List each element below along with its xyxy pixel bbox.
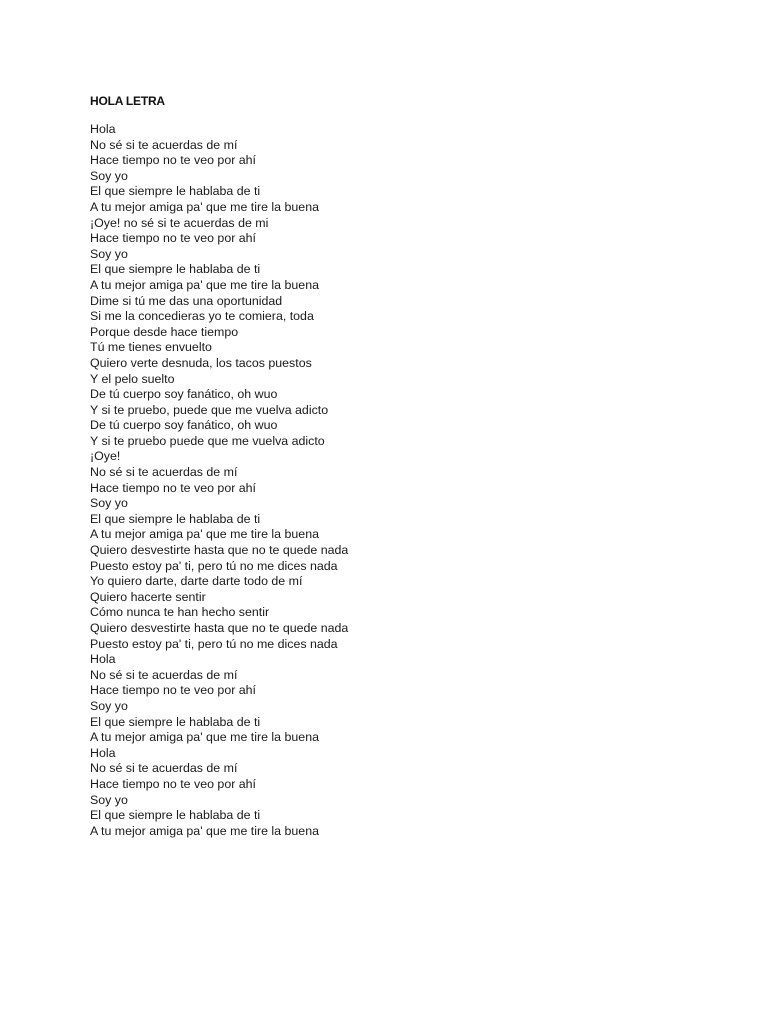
lyric-line: No sé si te acuerdas de mí: [90, 465, 238, 480]
lyric-line: Tú me tienes envuelto: [90, 340, 212, 355]
lyric-line: Y el pelo suelto: [90, 371, 175, 386]
lyric-line: Soy yo: [90, 246, 128, 261]
lyric-line: No sé si te acuerdas de mí: [90, 137, 238, 152]
lyric-line: Hola: [90, 652, 116, 667]
lyric-line: Quiero desvestirte hasta que no te quede nada: [90, 621, 349, 635]
lyric-line: Puesto estoy pa' ti, pero tú no me dices nada: [90, 636, 338, 651]
lyric-line: Hola: [90, 745, 116, 760]
lyric-line: El que siempre le hablaba de ti: [90, 808, 261, 823]
lyric-line: A tu mejor amiga pa' que me tire la buena: [90, 823, 319, 838]
lyric-line: A tu mejor amiga pa' que me tire la buena: [90, 730, 319, 745]
lyric-line: ¡Oye!: [90, 449, 121, 464]
lyric-line: Dime si tú me das una oportunidad: [90, 293, 283, 308]
lyric-line: Hace tiempo no te veo por ahí: [90, 683, 256, 698]
lyric-line: ¡Oye! no sé si te acuerdas de mi: [90, 215, 269, 230]
lyric-line: Hace tiempo no te veo por ahí: [90, 480, 256, 495]
lyric-line: El que siempre le hablaba de ti: [90, 511, 261, 526]
lyric-line: Soy yo: [90, 168, 128, 183]
lyric-line: Hace tiempo no te veo por ahí: [90, 153, 256, 168]
lyric-line: Cómo nunca te han hecho sentir: [90, 605, 270, 620]
lyric-line: De tú cuerpo soy fanático, oh wuo: [90, 387, 278, 402]
lyric-line: De tú cuerpo soy fanático, oh wuo: [90, 418, 278, 433]
lyric-line: Quiero verte desnuda, los tacos puestos: [90, 355, 312, 370]
lyric-line: Quiero hacerte sentir: [90, 589, 206, 604]
lyric-line: El que siempre le hablaba de ti: [90, 262, 261, 277]
lyric-line: Quiero desvestirte hasta que no te quede nada: [90, 543, 349, 558]
lyric-line: Y si te pruebo puede que me vuelva adicto: [90, 433, 325, 448]
lyric-line: Yo quiero darte, darte darte todo de mí: [90, 574, 303, 589]
page-title: HOLA LETRA: [90, 94, 165, 108]
lyric-line: No sé si te acuerdas de mí: [90, 667, 238, 682]
lyrics-body: [90, 122, 348, 839]
lyric-line: A tu mejor amiga pa' que me tire la buena: [90, 527, 319, 542]
lyric-line: Hace tiempo no te veo por ahí: [90, 776, 256, 791]
lyric-line: Soy yo: [90, 792, 128, 807]
lyric-line: El que siempre le hablaba de ti: [90, 184, 261, 199]
lyric-line: Soy yo: [90, 698, 128, 713]
lyric-line: Y si te pruebo, puede que me vuelva adicto: [90, 402, 329, 417]
lyric-line: No sé si te acuerdas de mí: [90, 761, 238, 776]
lyric-line: Si me la concedieras yo te comiera, toda: [90, 309, 314, 324]
lyric-line: A tu mejor amiga pa' que me tire la buena: [90, 277, 319, 292]
lyric-line: Hola: [90, 122, 116, 136]
lyric-line: Puesto estoy pa' ti, pero tú no me dices nada: [90, 558, 338, 573]
lyric-line: Hace tiempo no te veo por ahí: [90, 231, 256, 246]
lyric-line: A tu mejor amiga pa' que me tire la buena: [90, 199, 319, 214]
lyric-line: Porque desde hace tiempo: [90, 324, 239, 339]
lyric-line: El que siempre le hablaba de ti: [90, 714, 261, 729]
lyric-line: Soy yo: [90, 496, 128, 511]
